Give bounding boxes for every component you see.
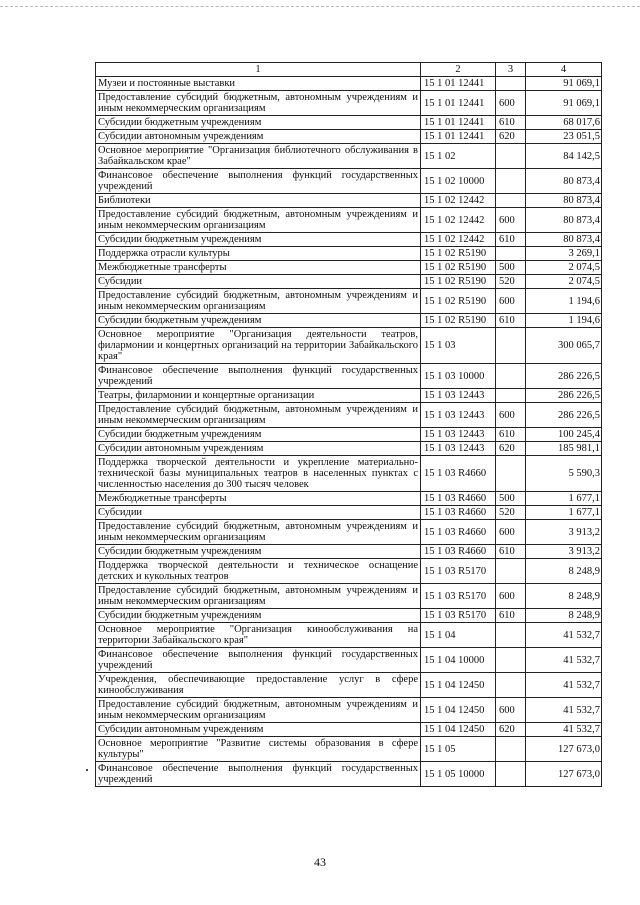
row-name-cell: Предоставление субсидий бюджетным, автономным учреждениям и иным некоммерческим организациям xyxy=(96,698,421,723)
row-amount-cell: 80 873,4 xyxy=(526,208,602,233)
row-code-cell: 15 1 03 R4660 xyxy=(421,506,496,520)
table-row xyxy=(96,247,602,261)
column-header-name: 1 xyxy=(96,63,421,77)
row-name-cell: Субсидии автономным учреждениям xyxy=(96,723,421,737)
table-row xyxy=(96,314,602,328)
row-name-cell: Финансовое обеспечение выполнения функций государственных учреждений xyxy=(96,169,421,194)
row-amount-cell: 5 590,3 xyxy=(526,456,602,492)
row-code-cell: 15 1 03 R5170 xyxy=(421,559,496,584)
row-code-cell: 15 1 03 R5170 xyxy=(421,584,496,609)
row-type-cell: 610 xyxy=(496,545,526,559)
row-code-cell: 15 1 03 R4660 xyxy=(421,492,496,506)
table-row xyxy=(96,762,602,787)
row-type-cell xyxy=(496,77,526,91)
row-name-cell: Субсидии автономным учреждениям xyxy=(96,442,421,456)
row-name-cell: Предоставление субсидий бюджетным, автономным учреждениям и иным некоммерческим организациям xyxy=(96,403,421,428)
table-row xyxy=(96,403,602,428)
row-amount-cell: 8 248,9 xyxy=(526,609,602,623)
row-type-cell xyxy=(496,328,526,364)
row-code-cell: 15 1 03 12443 xyxy=(421,428,496,442)
row-type-cell: 610 xyxy=(496,314,526,328)
row-type-cell: 520 xyxy=(496,275,526,289)
row-code-cell: 15 1 02 xyxy=(421,144,496,169)
scan-speck xyxy=(86,769,88,771)
row-type-cell xyxy=(496,247,526,261)
row-type-cell xyxy=(496,169,526,194)
page-number: 43 xyxy=(314,855,326,869)
row-type-cell xyxy=(496,737,526,762)
row-name-cell: Театры, филармонии и концертные организации xyxy=(96,389,421,403)
row-type-cell xyxy=(496,648,526,673)
row-type-cell: 520 xyxy=(496,506,526,520)
table-row xyxy=(96,648,602,673)
column-number-row xyxy=(96,63,602,77)
row-name-cell: Межбюджетные трансферты xyxy=(96,492,421,506)
row-code-cell: 15 1 04 xyxy=(421,623,496,648)
table-row xyxy=(96,233,602,247)
row-name-cell: Поддержка творческой деятельности и техническое оснащение детских и кукольных театров xyxy=(96,559,421,584)
row-amount-cell: 1 194,6 xyxy=(526,314,602,328)
row-name-cell: Основное мероприятие "Развитие системы образования в сфере культуры" xyxy=(96,737,421,762)
table-row xyxy=(96,194,602,208)
table-row xyxy=(96,389,602,403)
row-amount-cell: 8 248,9 xyxy=(526,584,602,609)
row-code-cell: 15 1 03 12443 xyxy=(421,442,496,456)
row-amount-cell: 1 194,6 xyxy=(526,289,602,314)
row-type-cell: 500 xyxy=(496,492,526,506)
table-row xyxy=(96,364,602,389)
row-type-cell xyxy=(496,559,526,584)
row-amount-cell: 91 069,1 xyxy=(526,91,602,116)
row-type-cell xyxy=(496,623,526,648)
table-body xyxy=(96,77,602,787)
row-code-cell: 15 1 02 12442 xyxy=(421,233,496,247)
row-name-cell: Финансовое обеспечение выполнения функций государственных учреждений xyxy=(96,648,421,673)
table-row xyxy=(96,609,602,623)
row-name-cell: Поддержка творческой деятельности и укрепление материально-технической базы муниципальных театров в населенных пунктах с численностью населения до 300 тысяч человек xyxy=(96,456,421,492)
row-name-cell: Учреждения, обеспечивающие предоставление услуг в сфере кинообслуживания xyxy=(96,673,421,698)
row-code-cell: 15 1 02 R5190 xyxy=(421,314,496,328)
row-name-cell: Предоставление субсидий бюджетным, автономным учреждениям и иным некоммерческим организациям xyxy=(96,584,421,609)
row-type-cell: 620 xyxy=(496,723,526,737)
row-type-cell xyxy=(496,673,526,698)
row-code-cell: 15 1 02 R5190 xyxy=(421,275,496,289)
table-row xyxy=(96,520,602,545)
row-amount-cell: 127 673,0 xyxy=(526,762,602,787)
table-row xyxy=(96,144,602,169)
row-code-cell: 15 1 05 xyxy=(421,737,496,762)
column-header-code: 2 xyxy=(421,63,496,77)
row-amount-cell: 3 913,2 xyxy=(526,520,602,545)
row-code-cell: 15 1 04 12450 xyxy=(421,673,496,698)
row-code-cell: 15 1 02 12442 xyxy=(421,194,496,208)
row-amount-cell: 91 069,1 xyxy=(526,77,602,91)
table-row xyxy=(96,559,602,584)
row-code-cell: 15 1 01 12441 xyxy=(421,130,496,144)
row-amount-cell: 2 074,5 xyxy=(526,261,602,275)
row-code-cell: 15 1 01 12441 xyxy=(421,116,496,130)
row-name-cell: Субсидии xyxy=(96,275,421,289)
row-code-cell: 15 1 05 10000 xyxy=(421,762,496,787)
row-name-cell: Финансовое обеспечение выполнения функций государственных учреждений xyxy=(96,762,421,787)
row-amount-cell: 41 532,7 xyxy=(526,698,602,723)
row-amount-cell: 41 532,7 xyxy=(526,648,602,673)
row-type-cell xyxy=(496,194,526,208)
row-type-cell xyxy=(496,389,526,403)
table-row xyxy=(96,428,602,442)
row-code-cell: 15 1 02 R5190 xyxy=(421,261,496,275)
row-name-cell: Библиотеки xyxy=(96,194,421,208)
row-code-cell: 15 1 03 xyxy=(421,328,496,364)
row-type-cell: 620 xyxy=(496,442,526,456)
row-code-cell: 15 1 04 10000 xyxy=(421,648,496,673)
row-amount-cell: 84 142,5 xyxy=(526,144,602,169)
table-row xyxy=(96,275,602,289)
row-amount-cell: 127 673,0 xyxy=(526,737,602,762)
row-code-cell: 15 1 03 R4660 xyxy=(421,456,496,492)
table-row xyxy=(96,584,602,609)
row-name-cell: Основное мероприятие "Организация библиотечного обслуживания в Забайкальском крае" xyxy=(96,144,421,169)
row-type-cell xyxy=(496,364,526,389)
row-name-cell: Предоставление субсидий бюджетным, автономным учреждениям и иным некоммерческим организациям xyxy=(96,208,421,233)
row-amount-cell: 80 873,4 xyxy=(526,194,602,208)
row-code-cell: 15 1 03 12443 xyxy=(421,403,496,428)
table-row xyxy=(96,328,602,364)
row-type-cell: 620 xyxy=(496,130,526,144)
column-header-type: 3 xyxy=(496,63,526,77)
row-amount-cell: 41 532,7 xyxy=(526,673,602,698)
row-code-cell: 15 1 04 12450 xyxy=(421,723,496,737)
row-name-cell: Основное мероприятие "Организация кинообслуживания на территории Забайкальского края" xyxy=(96,623,421,648)
row-name-cell: Предоставление субсидий бюджетным, автономным учреждениям и иным некоммерческим организациям xyxy=(96,91,421,116)
row-type-cell: 610 xyxy=(496,233,526,247)
row-amount-cell: 185 981,1 xyxy=(526,442,602,456)
row-name-cell: Субсидии бюджетным учреждениям xyxy=(96,233,421,247)
row-name-cell: Межбюджетные трансферты xyxy=(96,261,421,275)
row-code-cell: 15 1 02 10000 xyxy=(421,169,496,194)
row-code-cell: 15 1 01 12441 xyxy=(421,77,496,91)
row-type-cell: 600 xyxy=(496,289,526,314)
table-row xyxy=(96,492,602,506)
table-row xyxy=(96,116,602,130)
row-type-cell xyxy=(496,762,526,787)
budget-table xyxy=(95,62,602,787)
row-amount-cell: 286 226,5 xyxy=(526,364,602,389)
table-row xyxy=(96,289,602,314)
row-amount-cell: 1 677,1 xyxy=(526,492,602,506)
row-name-cell: Предоставление субсидий бюджетным, автономным учреждениям и иным некоммерческим организациям xyxy=(96,289,421,314)
row-type-cell: 600 xyxy=(496,698,526,723)
row-type-cell: 600 xyxy=(496,584,526,609)
table-row xyxy=(96,545,602,559)
table-row xyxy=(96,506,602,520)
table-row xyxy=(96,456,602,492)
table-row xyxy=(96,169,602,194)
table-row xyxy=(96,442,602,456)
row-type-cell: 610 xyxy=(496,428,526,442)
row-code-cell: 15 1 03 10000 xyxy=(421,364,496,389)
row-name-cell: Финансовое обеспечение выполнения функций государственных учреждений xyxy=(96,364,421,389)
row-amount-cell: 80 873,4 xyxy=(526,233,602,247)
row-name-cell: Основное мероприятие "Организация деятельности театров, филармонии и концертных организаций на территории Забайкальского края" xyxy=(96,328,421,364)
row-name-cell: Субсидии бюджетным учреждениям xyxy=(96,428,421,442)
row-type-cell: 600 xyxy=(496,403,526,428)
row-name-cell: Субсидии бюджетным учреждениям xyxy=(96,314,421,328)
row-name-cell: Предоставление субсидий бюджетным, автономным учреждениям и иным некоммерческим организациям xyxy=(96,520,421,545)
row-code-cell: 15 1 03 12443 xyxy=(421,389,496,403)
row-type-cell: 600 xyxy=(496,208,526,233)
row-code-cell: 15 1 03 R4660 xyxy=(421,545,496,559)
row-type-cell: 600 xyxy=(496,91,526,116)
table-row xyxy=(96,737,602,762)
row-amount-cell: 41 532,7 xyxy=(526,723,602,737)
row-name-cell: Субсидии автономным учреждениям xyxy=(96,130,421,144)
row-name-cell: Субсидии бюджетным учреждениям xyxy=(96,545,421,559)
row-type-cell: 610 xyxy=(496,609,526,623)
table-row xyxy=(96,208,602,233)
table-row xyxy=(96,673,602,698)
row-name-cell: Поддержка отрасли культуры xyxy=(96,247,421,261)
row-amount-cell: 300 065,7 xyxy=(526,328,602,364)
row-amount-cell: 3 269,1 xyxy=(526,247,602,261)
row-type-cell xyxy=(496,144,526,169)
row-type-cell: 600 xyxy=(496,520,526,545)
row-type-cell xyxy=(496,456,526,492)
table-row xyxy=(96,623,602,648)
table-row xyxy=(96,130,602,144)
row-name-cell: Субсидии бюджетным учреждениям xyxy=(96,609,421,623)
row-amount-cell: 80 873,4 xyxy=(526,169,602,194)
row-code-cell: 15 1 02 R5190 xyxy=(421,247,496,261)
row-amount-cell: 286 226,5 xyxy=(526,389,602,403)
row-amount-cell: 23 051,5 xyxy=(526,130,602,144)
row-name-cell: Музеи и постоянные выставки xyxy=(96,77,421,91)
row-code-cell: 15 1 03 R5170 xyxy=(421,609,496,623)
table-row xyxy=(96,77,602,91)
row-code-cell: 15 1 03 R4660 xyxy=(421,520,496,545)
table-row xyxy=(96,698,602,723)
row-name-cell: Субсидии xyxy=(96,506,421,520)
column-header-amount: 4 xyxy=(526,63,602,77)
table-row xyxy=(96,723,602,737)
row-amount-cell: 3 913,2 xyxy=(526,545,602,559)
row-amount-cell: 8 248,9 xyxy=(526,559,602,584)
row-amount-cell: 2 074,5 xyxy=(526,275,602,289)
row-name-cell: Субсидии бюджетным учреждениям xyxy=(96,116,421,130)
row-code-cell: 15 1 04 12450 xyxy=(421,698,496,723)
row-code-cell: 15 1 02 12442 xyxy=(421,208,496,233)
row-amount-cell: 286 226,5 xyxy=(526,403,602,428)
row-amount-cell: 1 677,1 xyxy=(526,506,602,520)
table-row xyxy=(96,261,602,275)
table-row xyxy=(96,91,602,116)
row-type-cell: 610 xyxy=(496,116,526,130)
row-code-cell: 15 1 01 12441 xyxy=(421,91,496,116)
row-amount-cell: 41 532,7 xyxy=(526,623,602,648)
row-amount-cell: 68 017,6 xyxy=(526,116,602,130)
row-amount-cell: 100 245,4 xyxy=(526,428,602,442)
row-type-cell: 500 xyxy=(496,261,526,275)
row-code-cell: 15 1 02 R5190 xyxy=(421,289,496,314)
scan-edge-line xyxy=(0,6,640,7)
